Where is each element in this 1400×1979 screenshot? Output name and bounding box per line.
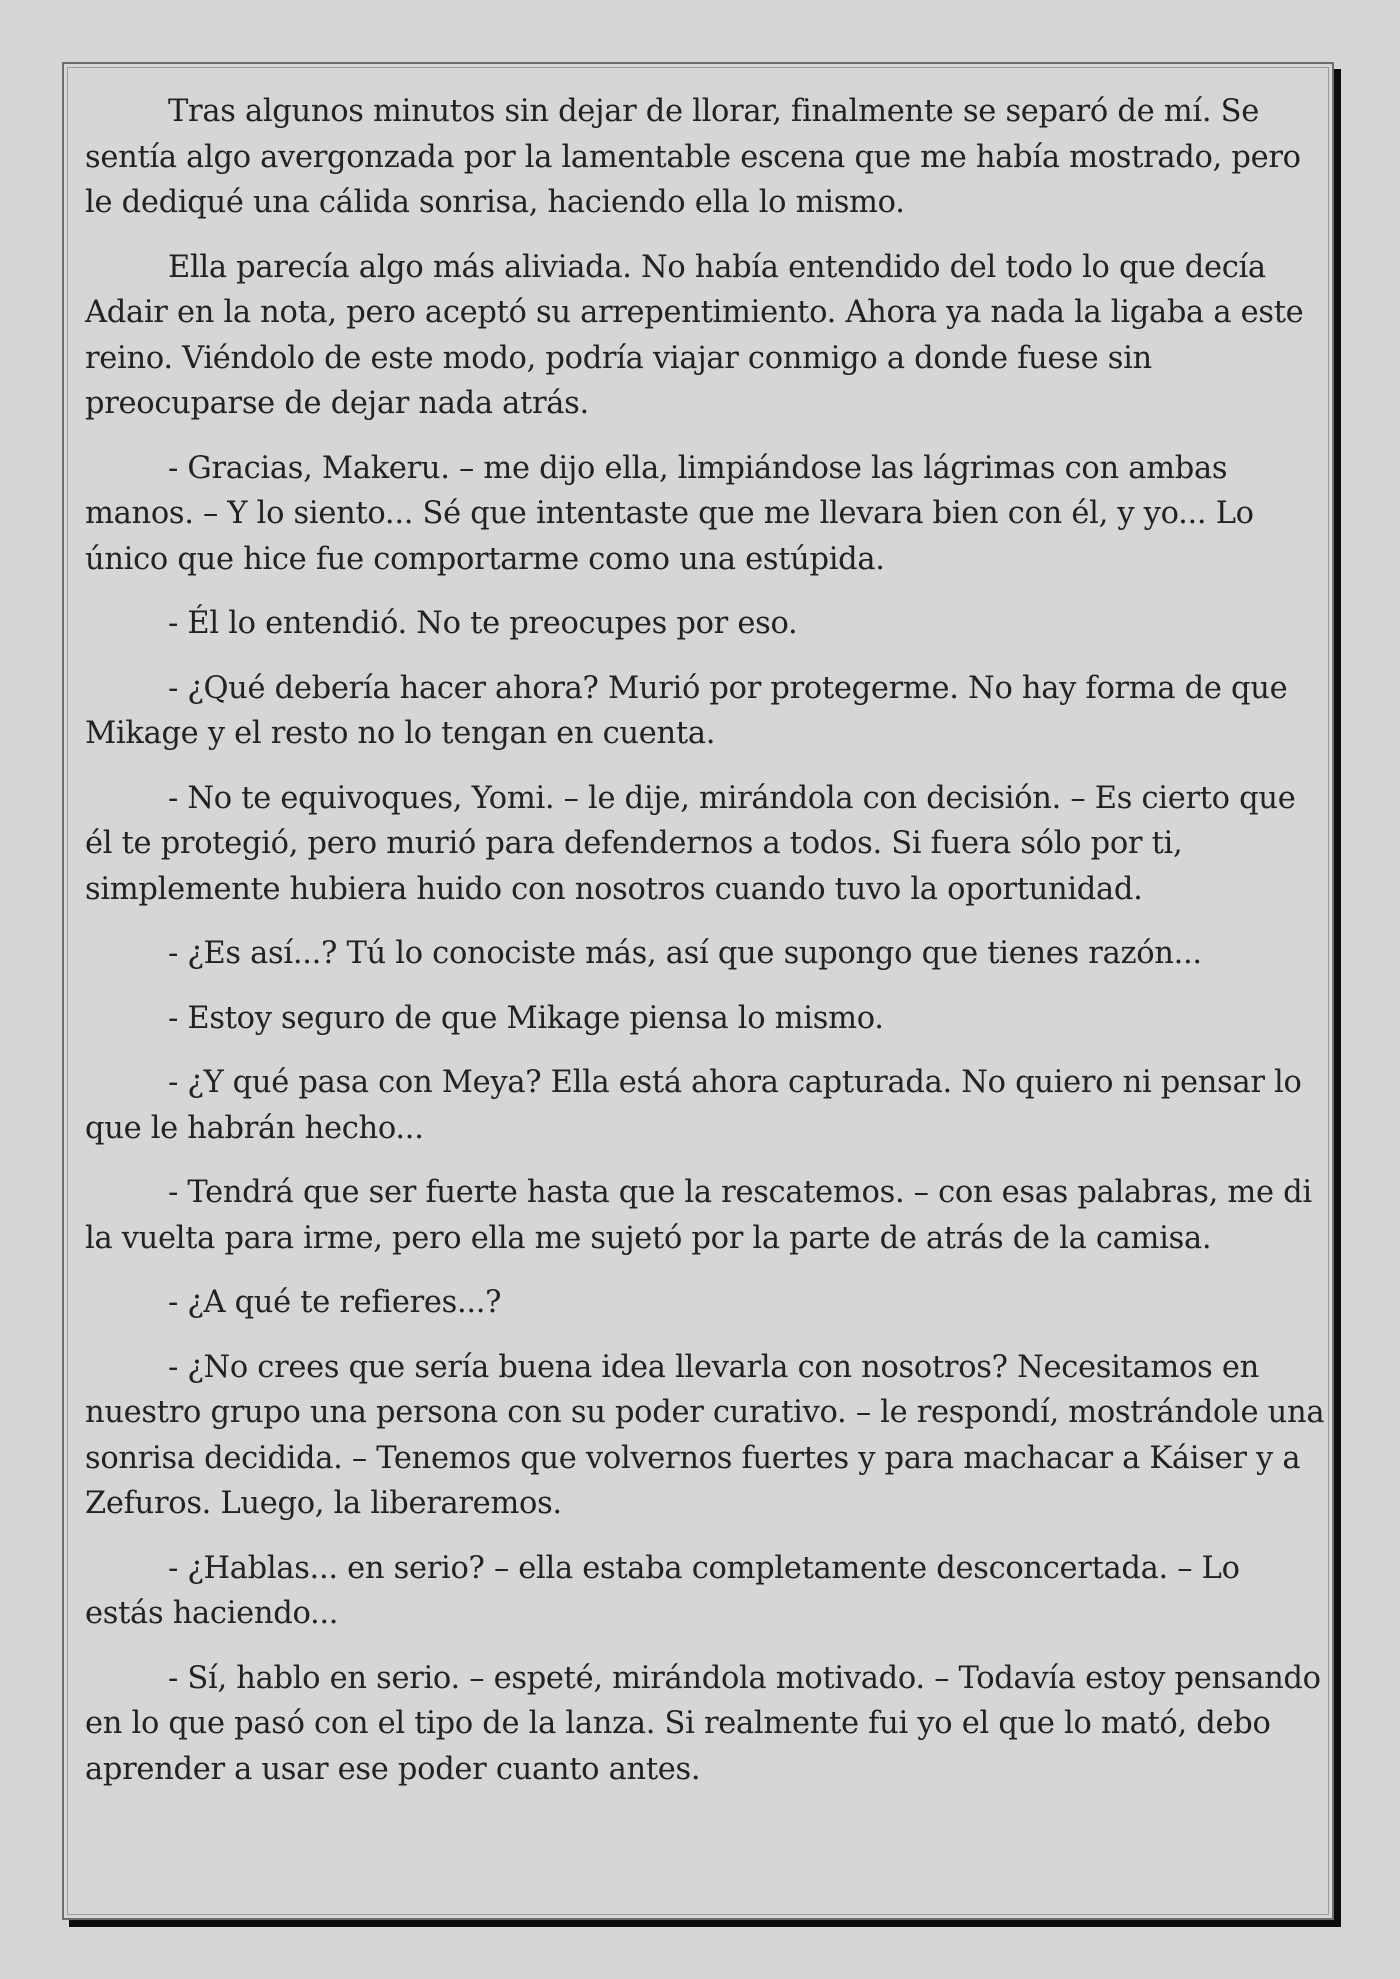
paragraph: - No te equivoques, Yomi. – le dije, mirándola con decisión. – Es cierto que él te protegió, pero murió para defendernos a todos. Si fuera sólo por ti, simplemente hubiera huido con nosotros cuando tuvo la oportunidad. (85, 780, 1296, 907)
paragraph: Ella parecía algo más aliviada. No había entendido del todo lo que decía Adair en la nota, pero aceptó su arrepentimiento. Ahora ya nada la ligaba a este reino. Viéndolo de este modo, podría viajar conmigo a donde fuese sin preocuparse de dejar nada atrás. (85, 249, 1304, 421)
paragraph: - Sí, hablo en serio. – espeté, mirándola motivado. – Todavía estoy pensando en lo que pasó con el tipo de la lanza. Si realmente fui yo el que lo mató, debo aprender a usar ese poder cuanto antes. (85, 1660, 1321, 1787)
page-text (85, 89, 1325, 1811)
paragraph: - Estoy seguro de que Mikage piensa lo mismo. (168, 1000, 884, 1036)
paragraph: - ¿A qué te refieres...? (168, 1285, 502, 1320)
paragraph: - ¿Hablas... en serio? – ella estaba completamente desconcertada. – Lo estás haciendo... (85, 1550, 1240, 1631)
paragraph: - ¿No crees que sería buena idea llevarla con nosotros? Necesitamos en nuestro grupo una persona con su poder curativo. – le respondí, mostrándole una sonrisa decidida. – Tenemos que volvernos fuertes y para machacar a Káiser y a Zefuros. Luego, la liberaremos. (85, 1349, 1325, 1521)
paragraph: - Él lo entendió. No te preocupes por eso. (168, 606, 798, 641)
paragraph: - ¿Qué debería hacer ahora? Murió por protegerme. No hay forma de que Mikage y el resto no lo tengan en cuenta. (85, 670, 1288, 751)
paragraph: - Gracias, Makeru. – me dijo ella, limpiándose las lágrimas con ambas manos. – Y lo siento... Sé que intentaste que me llevara bien con él, y yo... Lo único que hice fue comportarme como una estúpida. (85, 450, 1254, 577)
paragraph: Tras algunos minutos sin dejar de llorar, finalmente se separó de mí. Se sentía algo avergonzada por la lamentable escena que me había mostrado, pero le dediqué una cálida sonrisa, haciendo ella lo mismo. (85, 94, 1301, 220)
paragraph: - ¿Y qué pasa con Meya? Ella está ahora capturada. No quiero ni pensar lo que le habrán hecho... (85, 1065, 1302, 1146)
page-frame (62, 62, 1334, 1920)
paragraph: - ¿Es así...? Tú lo conociste más, así que supongo que tienes razón... (168, 936, 1202, 971)
paragraph: - Tendrá que ser fuerte hasta que la rescatemos. – con esas palabras, me di la vuelta para irme, pero ella me sujetó por la parte de atrás de la camisa. (85, 1175, 1312, 1256)
